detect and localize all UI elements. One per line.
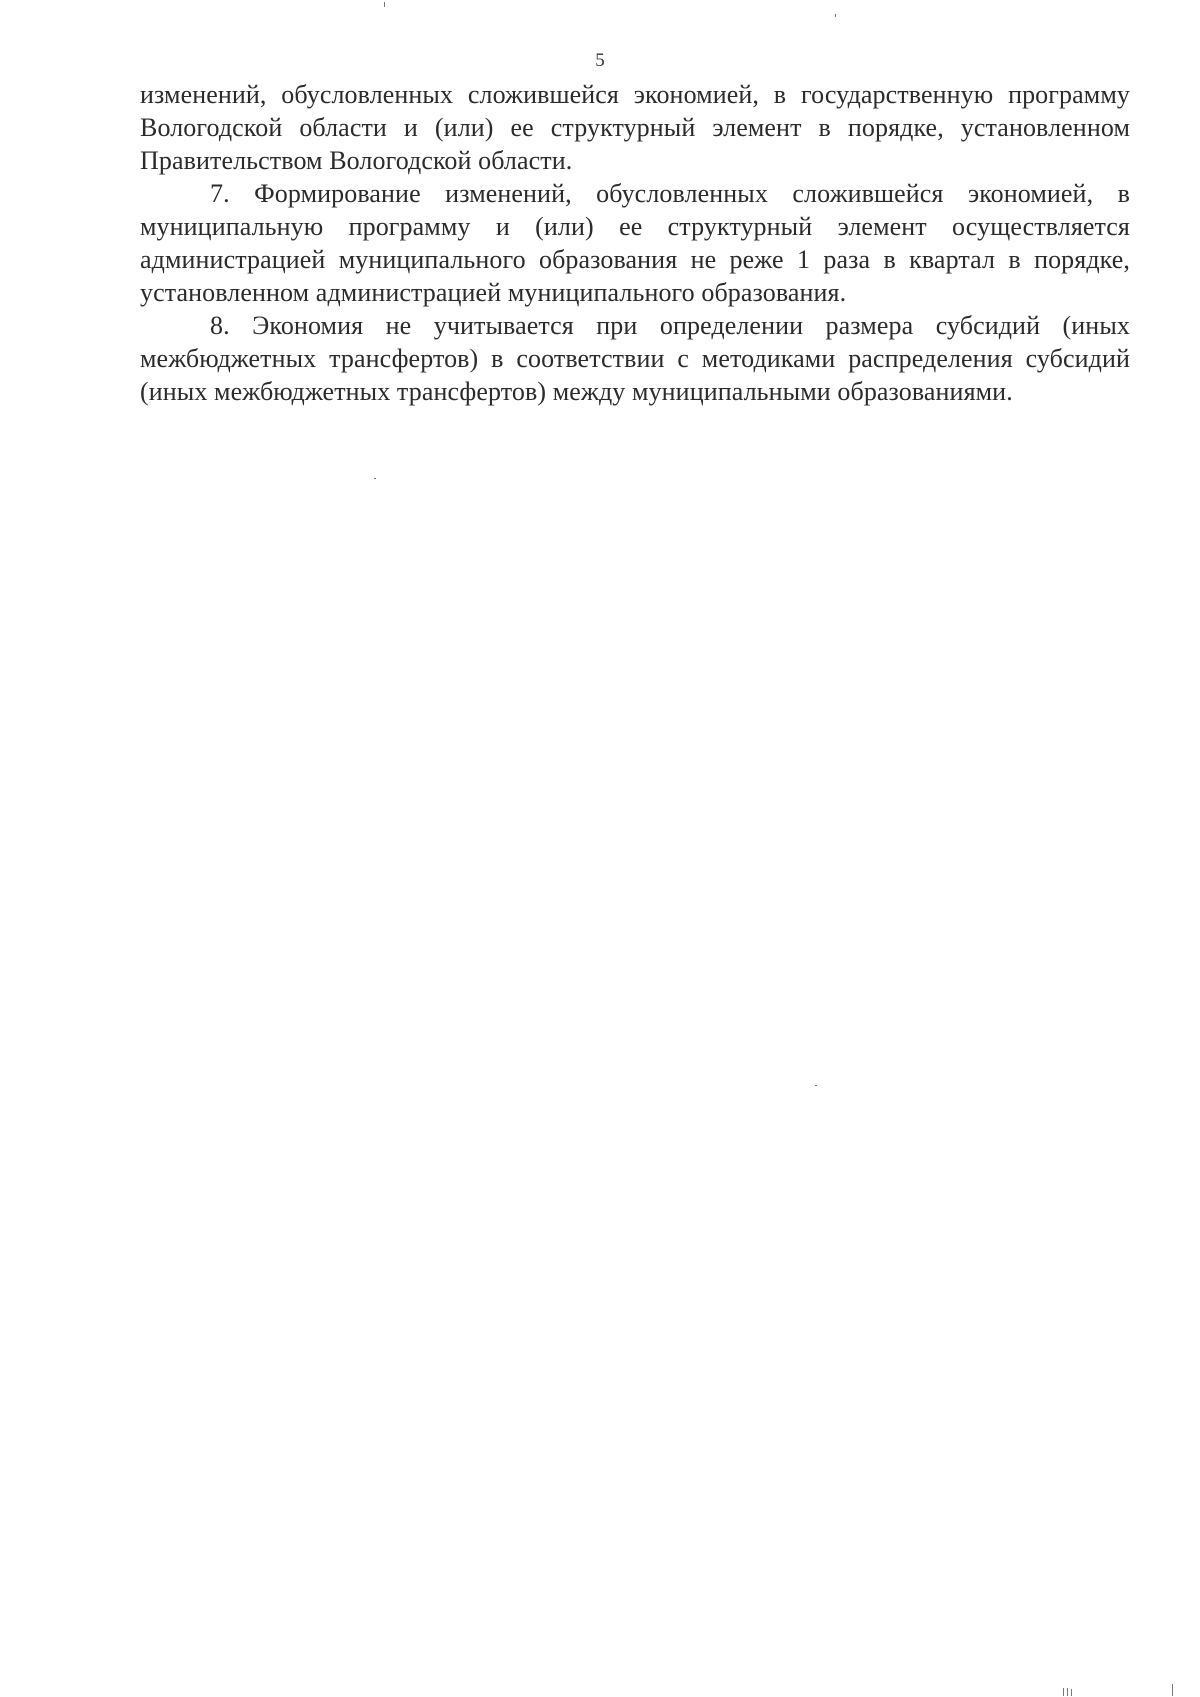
scan-artifact: [815, 1085, 817, 1086]
scan-artifact: [1067, 1688, 1068, 1696]
scan-artifact: [1071, 1689, 1072, 1696]
scan-artifact: [384, 2, 385, 7]
scan-artifact: [1063, 1688, 1064, 1696]
page-number: 5: [595, 50, 605, 71]
paragraph-item-7: 7. Формирование изменений, обусловленных сложившейся экономией, в муниципальную программу и (или) ее структурный элемент осуществляется администрацией муниципального образования не реже 1 раза в квартал в порядке, установленном администрацией муниципального образования.: [140, 179, 1130, 307]
scan-artifact: [835, 14, 836, 17]
document-body: [140, 78, 1130, 408]
scan-artifact: [1172, 1684, 1173, 1696]
scan-artifact: [374, 478, 376, 479]
paragraph-item-8: 8. Экономия не учитывается при определении размера субсидий (иных межбюджетных трансфертов) в соответствии с методиками распределения субсидий (иных межбюджетных трансфертов) между муниципальными образованиями.: [140, 311, 1130, 406]
paragraph-continuation: изменений, обусловленных сложившейся экономией, в государственную программу Вологодской области и (или) ее структурный элемент в порядке, установленном Правительством Вологодской области.: [140, 80, 1130, 175]
